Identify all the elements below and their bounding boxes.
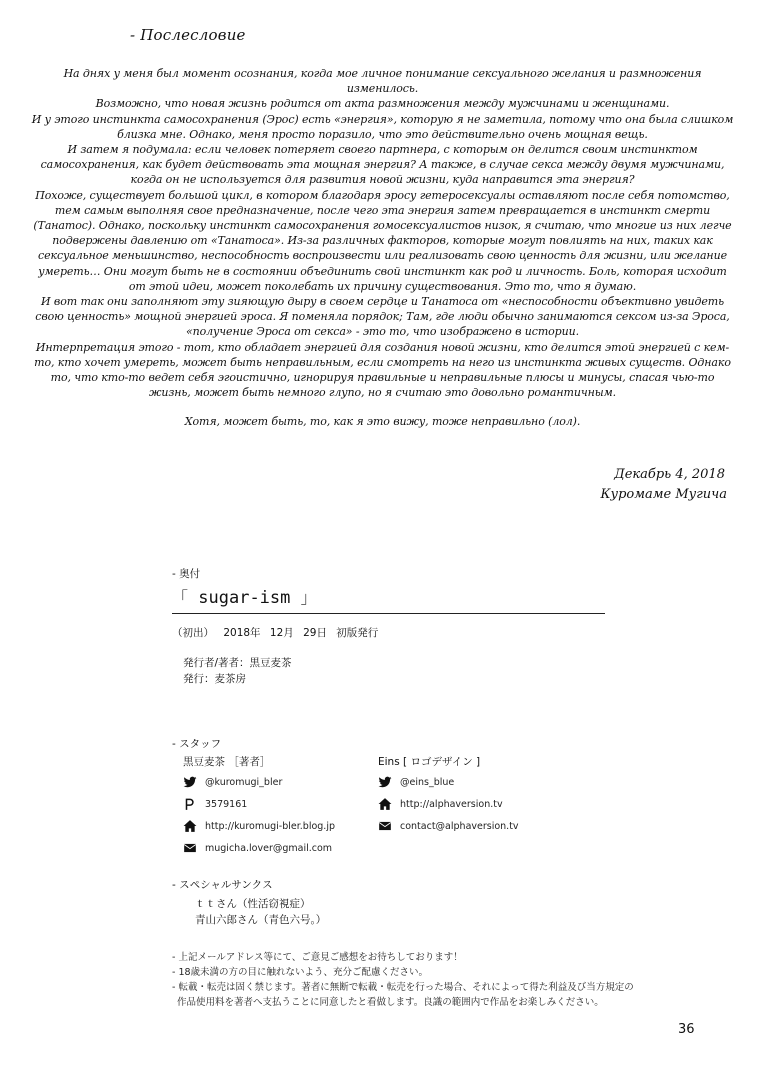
page-number: 36 bbox=[678, 1022, 695, 1037]
publisher-author: 発行者/著者：黒豆麦茶 bbox=[183, 657, 292, 669]
contact-mail bbox=[183, 837, 335, 859]
contact-text: @eins_blue bbox=[400, 776, 455, 788]
mail-icon bbox=[183, 841, 197, 855]
note-line: - 18歳未満の方の目に触れないよう、充分ご配慮ください。 bbox=[172, 967, 429, 978]
publication-date: （初出） 2018年 12月 29日 初版発行 bbox=[172, 627, 379, 639]
contact-text: contact@alphaversion.tv bbox=[400, 820, 519, 832]
contact-mail bbox=[378, 815, 519, 837]
afterword-paragraph: Возможно, что новая жизнь родится от акта размножения между мужчинами и женщинами. bbox=[95, 97, 670, 111]
note-line: - 転載・転売は固く禁じます。著者に無断で転載・転売を行った場合、それによって得た利益及び当方規定の bbox=[172, 982, 634, 993]
afterword-title: - Послесловие bbox=[130, 26, 246, 44]
publisher: 発行：麦茶房 bbox=[183, 673, 246, 685]
contact-text: @kuromugi_bler bbox=[205, 776, 283, 788]
contact-home bbox=[378, 793, 519, 815]
staff-heading: - スタッフ bbox=[172, 738, 222, 750]
staff-author-heading: 黒豆麦茶 ［著者］ bbox=[183, 756, 271, 768]
signature-author: Куромаме Мугича bbox=[600, 487, 727, 502]
afterword-paragraph: Интерпретация этого - тот, кто обладает энергией для создания новой жизни, кто делится этой энергией с кем-то, кто хочет умереть, может быть неправильным, если смотреть на него из инстинкта живых существ. Однако то, что кто-то ведет себя эгоистично, игнорируя правильные и неправильные плюсы и минусы, спасая чью-то жизнь, может быть немного глупо, но я считаю это довольно романтичным. bbox=[34, 340, 731, 400]
afterword-paragraph: И затем я подумала: если человек потеряет своего партнера, с которым он делится своим инстинктом самосохранения, как будет действовать эта мощная энергия? А также, в случае секса между двумя мужчинами, когда он не используется для развития новой жизни, куда направится эта энергия? bbox=[40, 143, 725, 187]
contact-twitter bbox=[183, 771, 335, 793]
afterword-paragraph: На днях у меня был момент осознания, когда мое личное понимание сексуального желания и размножения изменилось. bbox=[63, 67, 702, 96]
signature-date: Декабрь 4, 2018 bbox=[614, 467, 725, 482]
notes bbox=[172, 950, 642, 1010]
afterword-body bbox=[30, 66, 735, 430]
contact-home bbox=[183, 815, 335, 837]
staff-logo-column bbox=[378, 755, 519, 837]
home-icon bbox=[183, 819, 197, 833]
special-thanks-heading: - スペシャルサンクス bbox=[172, 879, 273, 891]
pixiv-icon bbox=[183, 797, 197, 811]
afterword-paragraph: Похоже, существует большой цикл, в котором благодаря эросу гетеросексуалы оставляют после себя потомство, тем самым выполняя свое предназначение, после чего эта энергия затем превращается в инстинкт смерти (Танатос). Однако, поскольку инстинкт самосохранения гомосексуалистов низок, я считаю, что многие из них легче подвержены давлению от «Танатоса». Из-за различных факторов, которые могут повлиять на них, таких как сексуальное меньшинство, неспособность воспроизвести или реализовать свою ценность для жизни, или желание умереть… Они могут быть не в состоянии объединить свой инстинкт как род и личность. Боль, которая исходит от этой идеи, может поколебать их причину существования. Это то, что я думаю. bbox=[33, 188, 732, 293]
contact-text: http://alphaversion.tv bbox=[400, 798, 503, 810]
title-bracket-close: 」 bbox=[300, 588, 317, 607]
staff-logo-heading: Eins [ ロゴデザイン ] bbox=[378, 756, 481, 768]
mail-icon bbox=[378, 819, 392, 833]
afterword-paragraph: И вот так они заполняют эту зияющую дыру в своем сердце и Танатоса от «неспособности объективно увидеть свою ценность» мощной энергией эроса. Я поменяла порядок; Там, где люди обычно занимаются сексом из-за Эроса, «получение Эроса от секса» - это то, что изображено в истории. bbox=[35, 295, 730, 339]
contact-text: http://kuromugi-bler.blog.jp bbox=[205, 820, 335, 832]
colophon-heading: - 奥付 bbox=[172, 568, 201, 580]
afterword-closing: Хотя, может быть, то, как я это вижу, тоже неправильно (лол). bbox=[184, 415, 581, 429]
contact-text: 3579161 bbox=[205, 798, 248, 810]
twitter-icon bbox=[183, 775, 197, 789]
home-icon bbox=[378, 797, 392, 811]
note-line: - 上記メールアドレス等にて、ご意見ご感想をお待ちしております！ bbox=[172, 952, 463, 963]
book-title-text: sugar-ism bbox=[198, 588, 291, 608]
special-thanks-name: 青山六郎さん（青色六号。） bbox=[195, 914, 327, 926]
special-thanks-name: ｔｔさん（性活窃視症） bbox=[195, 898, 311, 910]
note-line: 作品使用料を著者へ支払うことに同意したと看做します。良識の範囲内で作品をお楽しみください。 bbox=[177, 997, 604, 1008]
twitter-icon bbox=[378, 775, 392, 789]
contact-text: mugicha.lover@gmail.com bbox=[205, 842, 333, 854]
contact-twitter bbox=[378, 771, 519, 793]
staff-author-column bbox=[183, 755, 335, 859]
title-bracket-open: 「 bbox=[172, 588, 189, 607]
book-title bbox=[172, 586, 605, 614]
afterword-paragraph: И у этого инстинкта самосохранения (Эрос) есть «энергия», которую я не заметила, потому что она была слишком близка мне. Однако, меня просто поразило, что это действительно очень мощная вещь. bbox=[31, 112, 734, 141]
contact-pixiv bbox=[183, 793, 335, 815]
